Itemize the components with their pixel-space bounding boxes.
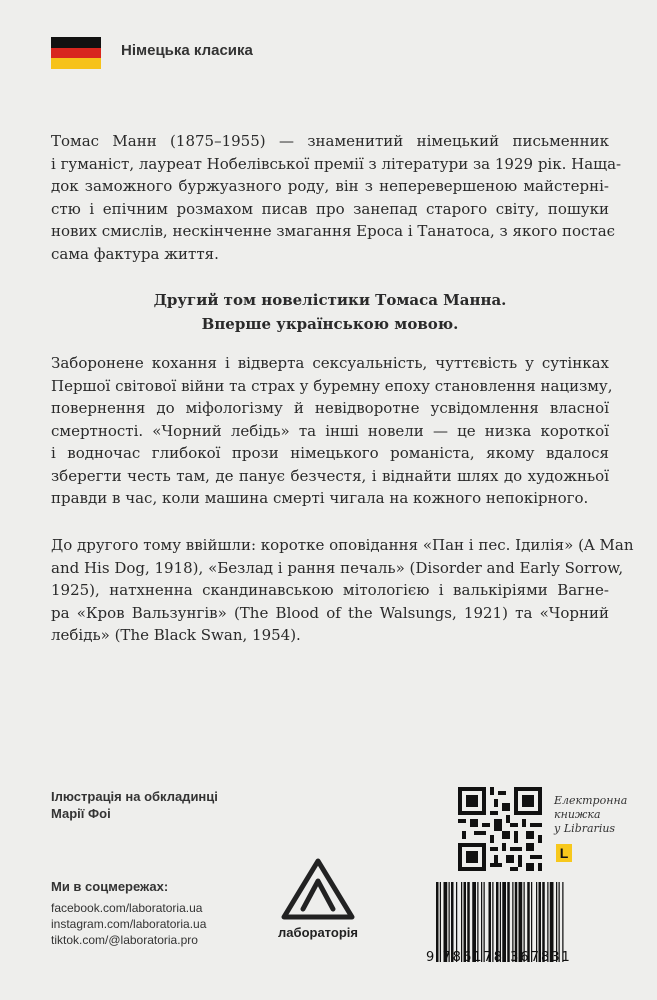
flag-stripe-red — [51, 48, 101, 59]
text-line: ра «Кров Вальзунгів» (The Blood of the Walsungs, 1921) та «Чорний — [51, 603, 609, 622]
text-line: і гуманіст, лауреат Нобелівської премії з літератури за 1929 рік. Нащa- — [51, 154, 622, 173]
illustration-label: Ілюстрація на обкладинці — [51, 789, 218, 804]
author-bio — [51, 130, 622, 265]
illustration-author: Марії Фоі — [51, 806, 111, 821]
text-line: лебідь» (The Black Swan, 1954). — [51, 626, 301, 644]
text-line: До другого тому ввійшли: коротке оповідання «Пан і пес. Ідилія» (A Man — [51, 536, 634, 554]
isbn-number: 9 786178 367831 — [426, 950, 572, 965]
social-links — [51, 900, 206, 948]
text-line: док заможного буржуазного роду, він з неперевершеною майстерні- — [51, 177, 609, 195]
illustration-credit — [51, 788, 218, 822]
social-link-tiktok[interactable]: tiktok.com/@laboratoria.pro — [51, 933, 198, 947]
contents-description — [51, 534, 634, 647]
text-line: і водночас глибокої прози німецького романіста, якому вдалося — [51, 444, 609, 462]
qr-code-icon[interactable] — [458, 787, 542, 871]
book-description — [51, 352, 613, 510]
ebook-line: у Librarius — [554, 822, 616, 835]
social-link-facebook[interactable]: facebook.com/laboratoria.ua — [51, 901, 203, 915]
ebook-line: Електронна — [554, 794, 628, 807]
series-title: Німецька класика — [121, 42, 253, 59]
publisher-logo — [268, 855, 368, 945]
text-line: Заборонене кохання і відверта сексуальність, чуттєвість у сутінках — [51, 354, 609, 372]
publisher-name: лабораторія — [278, 925, 358, 940]
tagline-line: Другий том новелістики Томаса Манна. — [153, 291, 507, 309]
social-link-instagram[interactable]: instagram.com/laboratoria.ua — [51, 917, 207, 931]
flag-stripe-black — [51, 37, 101, 48]
ebook-line: книжка — [554, 808, 601, 821]
text-line: смертності. «Чорний лебідь» та інші новели — це низка короткої — [51, 421, 609, 440]
librarius-badge-icon: L — [556, 844, 572, 862]
text-line: Томас Манн (1875–1955) — знаменитий німецький письменник — [51, 132, 609, 150]
social-title: Ми в соцмережах: — [51, 879, 169, 894]
germany-flag-icon — [51, 37, 101, 69]
text-line: нових смислів, нескінченне змагання Ероса і Танатоса, з якого постає — [51, 222, 616, 240]
text-line: зберегти честь там, де панує безчестя, і віднайти шлях до художньої — [51, 466, 609, 485]
text-line: сама фактура життя. — [51, 244, 219, 263]
flag-stripe-gold — [51, 58, 101, 69]
text-line: повернення до міфологізму й невідворотне усвідомлення власної — [51, 399, 609, 417]
text-line: стю і епічним розмахом писав про занепад старого світу, пошуки — [51, 199, 609, 218]
tagline — [51, 288, 609, 336]
text-line: правди в час, коли машина смерті чигала на кожного непокірного. — [51, 489, 589, 507]
tagline-line: Вперше українською мовою. — [201, 315, 459, 333]
text-line: Першої світової війни та страх у буремну епоху становлення нацизму, — [51, 376, 613, 395]
text-line: 1925), натхненна скандинавською мітологією і валькіріями Вагне- — [51, 581, 609, 599]
text-line: and His Dog, 1918), «Безлад і рання печаль» (Disorder and Early Sorrow, — [51, 558, 624, 577]
publisher-logo-icon — [268, 855, 368, 925]
ebook-label — [554, 794, 627, 836]
